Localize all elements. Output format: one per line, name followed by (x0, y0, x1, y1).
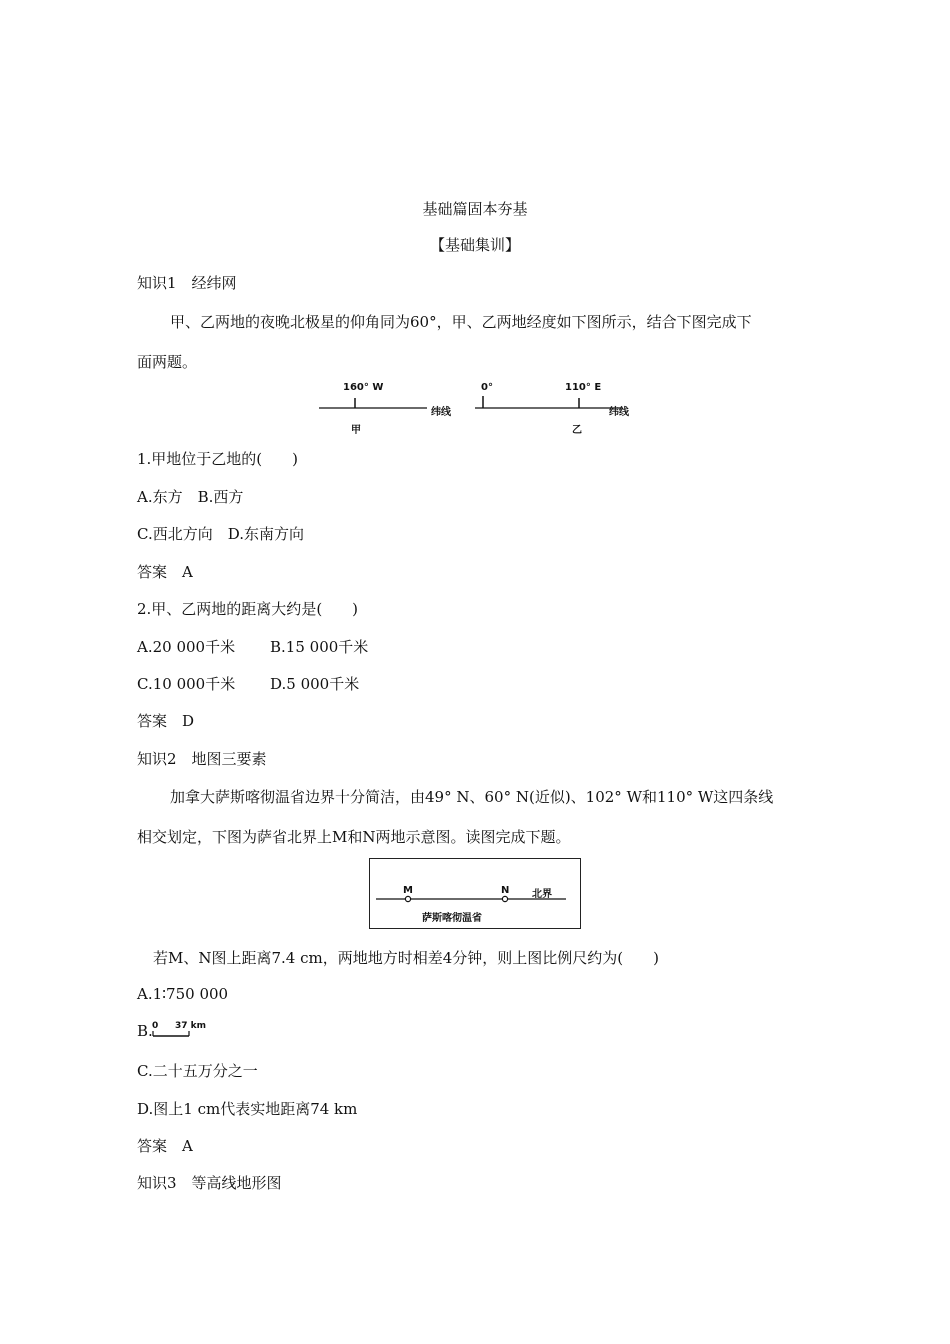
q3-option-a: A.1∶750 000 (137, 985, 229, 1003)
page-subtitle: 【基础集训】 (429, 236, 520, 254)
province-label: 萨斯喀彻温省 (422, 913, 482, 924)
yi-line-label: 纬线 (609, 407, 629, 418)
q3-option-b-prefix: B. (137, 1022, 153, 1040)
q2-option-b: B.15 000千米 (270, 638, 369, 656)
q2-option-d: D.5 000千米 (270, 675, 360, 693)
jia-place-label: 甲 (351, 425, 361, 436)
yi-place-label: 乙 (572, 425, 582, 436)
point-m-label: M (403, 885, 413, 896)
longitude-figure (315, 378, 645, 438)
page-title: 基础篇固本夯基 (422, 200, 528, 218)
jia-longitude-label: 160° W (343, 382, 384, 393)
yi-longitude-label: 110° E (565, 382, 602, 393)
border-label: 北界 (532, 889, 552, 900)
q1-options-ab: A.东方 B.西方 (137, 488, 244, 506)
q2-option-c: C.10 000千米 (137, 675, 236, 693)
q2-answer: 答案 D (137, 712, 195, 730)
point-m (405, 896, 410, 901)
intro-1-line-1: 甲、乙两地的夜晚北极星的仰角同为60°，甲、乙两地经度如下图所示，结合下图完成下 (170, 313, 752, 331)
q3-option-b (137, 1022, 227, 1042)
border-figure (369, 858, 581, 929)
q1-stem: 1.甲地位于乙地的( ) (137, 450, 299, 468)
point-n-label: N (501, 885, 510, 896)
q3-option-d: D.图上1 cm代表实地距离74 km (137, 1100, 358, 1118)
q2-option-a: A.20 000千米 (137, 638, 236, 656)
intro-1-line-2: 面两题。 (137, 353, 198, 371)
q1-options-cd: C.西北方向 D.东南方向 (137, 525, 304, 543)
scale-value-label: 37 km (175, 1021, 207, 1031)
scale-zero-label: 0 (152, 1021, 159, 1031)
q1-answer: 答案 A (137, 563, 193, 581)
q3-stem: 若M、N图上距离7.4 cm，两地地方时相差4分钟，则上图比例尺约为( ) (153, 949, 659, 967)
yi-origin-label: 0° (481, 382, 493, 393)
section-heading-3: 知识3 等高线地形图 (137, 1174, 282, 1192)
section-heading-1: 知识1 经纬网 (137, 274, 237, 292)
section-heading-2: 知识2 地图三要素 (137, 750, 267, 768)
q3-answer: 答案 A (137, 1137, 193, 1155)
jia-line-label: 纬线 (431, 407, 451, 418)
q3-option-c: C.二十五万分之一 (137, 1062, 258, 1080)
point-n (502, 896, 507, 901)
intro-2-line-2: 相交划定，下图为萨省北界上M和N两地示意图。读图完成下题。 (137, 828, 571, 846)
q2-stem: 2.甲、乙两地的距离大约是( ) (137, 600, 359, 618)
intro-2-line-1: 加拿大萨斯喀彻温省边界十分简洁，由49° N、60° N(近似)、102° W和110° W这四条线 (170, 788, 774, 806)
